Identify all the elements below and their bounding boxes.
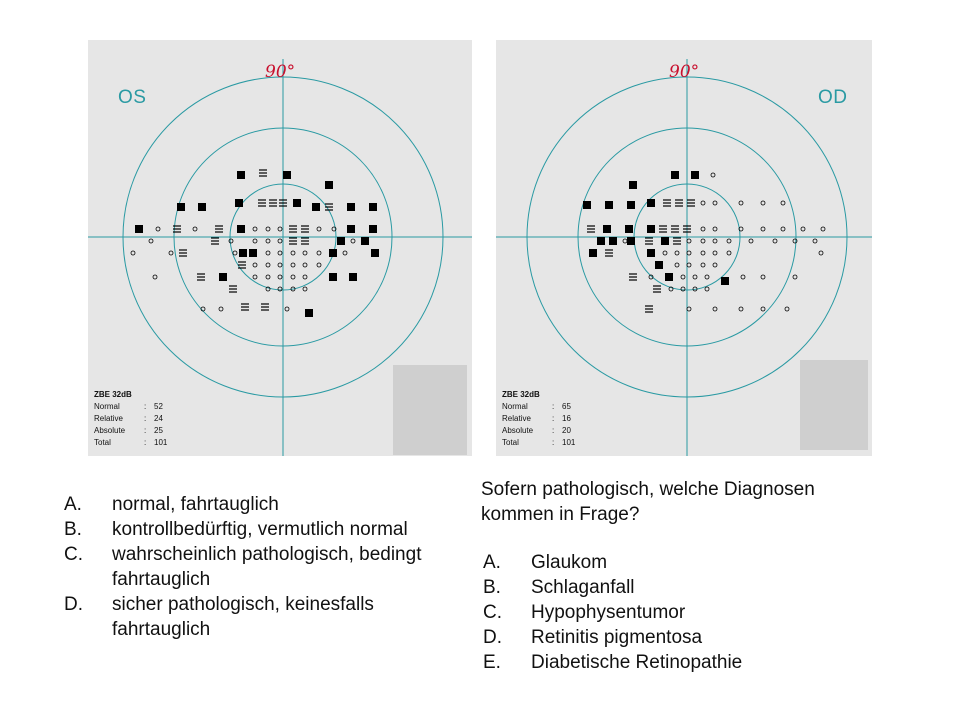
normal-point-mark xyxy=(303,263,307,267)
normal-point-mark xyxy=(278,275,282,279)
stats-sep: : xyxy=(552,414,555,423)
normal-point-mark xyxy=(727,239,731,243)
grey-box-os xyxy=(393,365,467,455)
normal-point-mark xyxy=(253,275,257,279)
normal-point-mark xyxy=(701,227,705,231)
normal-point-mark xyxy=(781,201,785,205)
normal-point-mark xyxy=(303,287,307,291)
normal-point-mark xyxy=(713,307,717,311)
normal-point-mark xyxy=(317,227,321,231)
normal-point-mark xyxy=(739,201,743,205)
normal-point-mark xyxy=(156,227,160,231)
absolute-defect-mark xyxy=(177,203,185,211)
absolute-defect-mark xyxy=(349,273,357,281)
absolute-defect-mark xyxy=(312,203,320,211)
stats-sep: : xyxy=(552,402,555,411)
relative-defect-mark xyxy=(241,304,249,310)
normal-point-mark xyxy=(278,239,282,243)
option-letter: D. xyxy=(64,594,83,615)
normal-point-mark xyxy=(193,227,197,231)
normal-point-mark xyxy=(229,239,233,243)
stats-value: 101 xyxy=(154,438,168,447)
normal-point-mark xyxy=(687,307,691,311)
relative-defect-mark xyxy=(629,274,637,280)
stats-row xyxy=(94,425,167,437)
stats-value: 24 xyxy=(154,414,163,423)
absolute-defect-mark xyxy=(239,249,247,257)
normal-point-mark xyxy=(169,251,173,255)
relative-defect-mark xyxy=(269,200,277,206)
normal-point-mark xyxy=(681,287,685,291)
relative-defect-mark xyxy=(197,274,205,280)
normal-point-mark xyxy=(149,239,153,243)
option-text: wahrscheinlich pathologisch, bedingt fahrtauglich xyxy=(112,544,422,590)
absolute-defect-mark xyxy=(347,225,355,233)
absolute-defect-mark xyxy=(597,237,605,245)
absolute-defect-mark xyxy=(661,237,669,245)
normal-point-mark xyxy=(739,307,743,311)
normal-point-mark xyxy=(701,239,705,243)
relative-defect-mark xyxy=(229,286,237,292)
relative-defect-mark xyxy=(301,238,309,244)
normal-point-mark xyxy=(687,239,691,243)
option-letter: E. xyxy=(483,652,501,673)
relative-defect-mark xyxy=(179,250,187,256)
absolute-defect-mark xyxy=(603,225,611,233)
normal-point-mark xyxy=(291,275,295,279)
option-letter: C. xyxy=(64,544,83,565)
relative-defect-mark xyxy=(258,200,266,206)
absolute-defect-mark xyxy=(647,225,655,233)
option-text: sicher pathologisch, keinesfalls fahrtauglich xyxy=(112,594,374,640)
stats-label: Relative xyxy=(94,414,123,423)
normal-point-mark xyxy=(266,263,270,267)
normal-point-mark xyxy=(713,227,717,231)
normal-point-mark xyxy=(253,263,257,267)
absolute-defect-mark xyxy=(655,261,663,269)
normal-point-mark xyxy=(317,251,321,255)
degree-label-od: 90° xyxy=(669,62,700,82)
absolute-defect-mark xyxy=(721,277,729,285)
normal-point-mark xyxy=(343,251,347,255)
absolute-defect-mark xyxy=(329,249,337,257)
diagnosis-d[interactable] xyxy=(483,625,843,650)
normal-point-mark xyxy=(285,307,289,311)
normal-point-mark xyxy=(278,251,282,255)
normal-point-mark xyxy=(749,239,753,243)
normal-point-mark xyxy=(233,251,237,255)
relative-defect-mark xyxy=(289,226,297,232)
diagnosis-b[interactable] xyxy=(483,575,843,600)
normal-point-mark xyxy=(701,263,705,267)
normal-point-mark xyxy=(793,275,797,279)
stats-sep: : xyxy=(144,438,147,447)
option-letter: B. xyxy=(483,577,501,598)
normal-point-mark xyxy=(278,227,282,231)
normal-point-mark xyxy=(713,239,717,243)
normal-point-mark xyxy=(727,251,731,255)
stats-value: 25 xyxy=(154,426,163,435)
normal-point-mark xyxy=(701,251,705,255)
absolute-defect-mark xyxy=(325,181,333,189)
normal-point-mark xyxy=(713,263,717,267)
stats-row xyxy=(94,413,167,425)
normal-point-mark xyxy=(741,275,745,279)
normal-point-mark xyxy=(278,263,282,267)
visual-field-od xyxy=(496,40,872,456)
normal-point-mark xyxy=(131,251,135,255)
stats-sep: : xyxy=(552,438,555,447)
normal-point-mark xyxy=(291,251,295,255)
relative-defect-mark xyxy=(645,238,653,244)
absolute-defect-mark xyxy=(329,273,337,281)
normal-point-mark xyxy=(291,263,295,267)
relative-defect-mark xyxy=(587,226,595,232)
stats-value: 65 xyxy=(562,402,571,411)
option-d[interactable] xyxy=(64,592,464,642)
option-a[interactable] xyxy=(64,492,464,517)
normal-point-mark xyxy=(681,275,685,279)
stats-os xyxy=(94,389,167,449)
normal-point-mark xyxy=(266,251,270,255)
stats-sep: : xyxy=(144,426,147,435)
normal-point-mark xyxy=(801,227,805,231)
absolute-defect-mark xyxy=(293,199,301,207)
absolute-defect-mark xyxy=(219,273,227,281)
normal-point-mark xyxy=(773,239,777,243)
absolute-defect-mark xyxy=(135,225,143,233)
normal-point-mark xyxy=(663,251,667,255)
question-title: Sofern pathologisch, welche Diagnosen kommen in Frage? xyxy=(481,479,815,525)
stats-value: 16 xyxy=(562,414,571,423)
normal-point-mark xyxy=(153,275,157,279)
stats-od xyxy=(502,389,575,449)
option-letter: D. xyxy=(483,627,502,648)
normal-point-mark xyxy=(711,173,715,177)
relative-defect-mark xyxy=(259,170,267,176)
normal-point-mark xyxy=(687,263,691,267)
absolute-defect-mark xyxy=(627,237,635,245)
absolute-defect-mark xyxy=(665,273,673,281)
absolute-defect-mark xyxy=(235,199,243,207)
relative-defect-mark xyxy=(215,226,223,232)
absolute-defect-mark xyxy=(583,201,591,209)
relative-defect-mark xyxy=(673,238,681,244)
absolute-defect-mark xyxy=(589,249,597,257)
option-b[interactable] xyxy=(64,517,464,542)
stats-row xyxy=(94,401,167,413)
absolute-defect-mark xyxy=(249,249,257,257)
normal-point-mark xyxy=(761,201,765,205)
stats-label: Normal xyxy=(502,402,528,411)
absolute-defect-mark xyxy=(361,237,369,245)
normal-point-mark xyxy=(821,227,825,231)
stats-title-od: ZBE 32dB xyxy=(502,390,540,399)
option-letter: A. xyxy=(483,552,501,573)
normal-point-mark xyxy=(351,239,355,243)
normal-point-mark xyxy=(785,307,789,311)
absolute-defect-mark xyxy=(647,249,655,257)
option-text: Glaukom xyxy=(531,552,608,573)
relative-defect-mark xyxy=(301,226,309,232)
normal-point-mark xyxy=(266,275,270,279)
stats-value: 52 xyxy=(154,402,163,411)
stats-label: Total xyxy=(502,438,519,447)
absolute-defect-mark xyxy=(371,249,379,257)
absolute-defect-mark xyxy=(237,171,245,179)
diagnosis-e[interactable] xyxy=(483,650,843,675)
option-text: Hypophysentumor xyxy=(531,602,686,623)
degree-label-os: 90° xyxy=(265,62,296,82)
option-letter: B. xyxy=(64,519,82,540)
relative-defect-mark xyxy=(289,238,297,244)
absolute-defect-mark xyxy=(671,171,679,179)
absolute-defect-mark xyxy=(625,225,633,233)
absolute-defect-mark xyxy=(627,201,635,209)
visual-field-os xyxy=(88,40,472,456)
stats-label: Absolute xyxy=(94,426,126,435)
stats-sep: : xyxy=(144,414,147,423)
absolute-defect-mark xyxy=(629,181,637,189)
grey-box-od xyxy=(800,360,868,450)
normal-point-mark xyxy=(761,275,765,279)
relative-defect-mark xyxy=(645,306,653,312)
stats-title-os: ZBE 32dB xyxy=(94,390,132,399)
absolute-defect-mark xyxy=(337,237,345,245)
normal-point-mark xyxy=(253,227,257,231)
option-text: kontrollbedürftig, vermutlich normal xyxy=(112,519,408,540)
stats-value: 101 xyxy=(562,438,576,447)
relative-defect-mark xyxy=(675,200,683,206)
normal-point-mark xyxy=(675,251,679,255)
normal-point-mark xyxy=(761,307,765,311)
eye-label-os: OS xyxy=(118,87,147,108)
normal-point-mark xyxy=(701,201,705,205)
relative-defect-mark xyxy=(653,286,661,292)
relative-defect-mark xyxy=(261,304,269,310)
normal-point-mark xyxy=(675,263,679,267)
normal-point-mark xyxy=(317,263,321,267)
normal-point-mark xyxy=(713,251,717,255)
normal-point-mark xyxy=(781,227,785,231)
normal-point-mark xyxy=(761,227,765,231)
diagnosis-c[interactable] xyxy=(483,600,843,625)
stats-row xyxy=(502,401,575,413)
stats-sep: : xyxy=(144,402,147,411)
stats-label: Total xyxy=(94,438,111,447)
option-text: Diabetische Retinopathie xyxy=(531,652,743,673)
absolute-defect-mark xyxy=(369,225,377,233)
stats-label: Absolute xyxy=(502,426,534,435)
normal-point-mark xyxy=(713,201,717,205)
relative-defect-mark xyxy=(659,226,667,232)
normal-point-mark xyxy=(253,239,257,243)
diagnosis-a[interactable] xyxy=(483,550,843,575)
eye-label-od: OD xyxy=(818,87,848,108)
normal-point-mark xyxy=(623,239,627,243)
normal-point-mark xyxy=(819,251,823,255)
option-text: Schlaganfall xyxy=(531,577,635,598)
absolute-defect-mark xyxy=(691,171,699,179)
absolute-defect-mark xyxy=(283,171,291,179)
normal-point-mark xyxy=(303,251,307,255)
normal-point-mark xyxy=(266,227,270,231)
normal-point-mark xyxy=(705,287,709,291)
absolute-defect-mark xyxy=(605,201,613,209)
relative-defect-mark xyxy=(211,238,219,244)
option-letter: A. xyxy=(64,494,82,515)
stats-row xyxy=(94,437,167,449)
stats-row xyxy=(502,425,575,437)
fitness-options xyxy=(64,492,464,642)
stats-value: 20 xyxy=(562,426,571,435)
absolute-defect-mark xyxy=(198,203,206,211)
stats-sep: : xyxy=(552,426,555,435)
absolute-defect-mark xyxy=(237,225,245,233)
relative-defect-mark xyxy=(687,200,695,206)
normal-point-mark xyxy=(687,251,691,255)
absolute-defect-mark xyxy=(369,203,377,211)
option-letter: C. xyxy=(483,602,502,623)
option-text: normal, fahrtauglich xyxy=(112,494,279,515)
absolute-defect-mark xyxy=(609,237,617,245)
normal-point-mark xyxy=(303,275,307,279)
relative-defect-mark xyxy=(605,250,613,256)
absolute-defect-mark xyxy=(305,309,313,317)
stats-row xyxy=(502,413,575,425)
stats-label: Normal xyxy=(94,402,120,411)
normal-point-mark xyxy=(266,239,270,243)
normal-point-mark xyxy=(219,307,223,311)
option-text: Retinitis pigmentosa xyxy=(531,627,703,648)
relative-defect-mark xyxy=(663,200,671,206)
absolute-defect-mark xyxy=(647,199,655,207)
stats-label: Relative xyxy=(502,414,531,423)
diagnosis-options xyxy=(483,550,843,675)
normal-point-mark xyxy=(813,239,817,243)
option-c[interactable] xyxy=(64,542,464,592)
normal-point-mark xyxy=(705,275,709,279)
absolute-defect-mark xyxy=(347,203,355,211)
stats-row xyxy=(502,437,575,449)
relative-defect-mark xyxy=(325,204,333,210)
relative-defect-mark xyxy=(671,226,679,232)
normal-point-mark xyxy=(693,275,697,279)
